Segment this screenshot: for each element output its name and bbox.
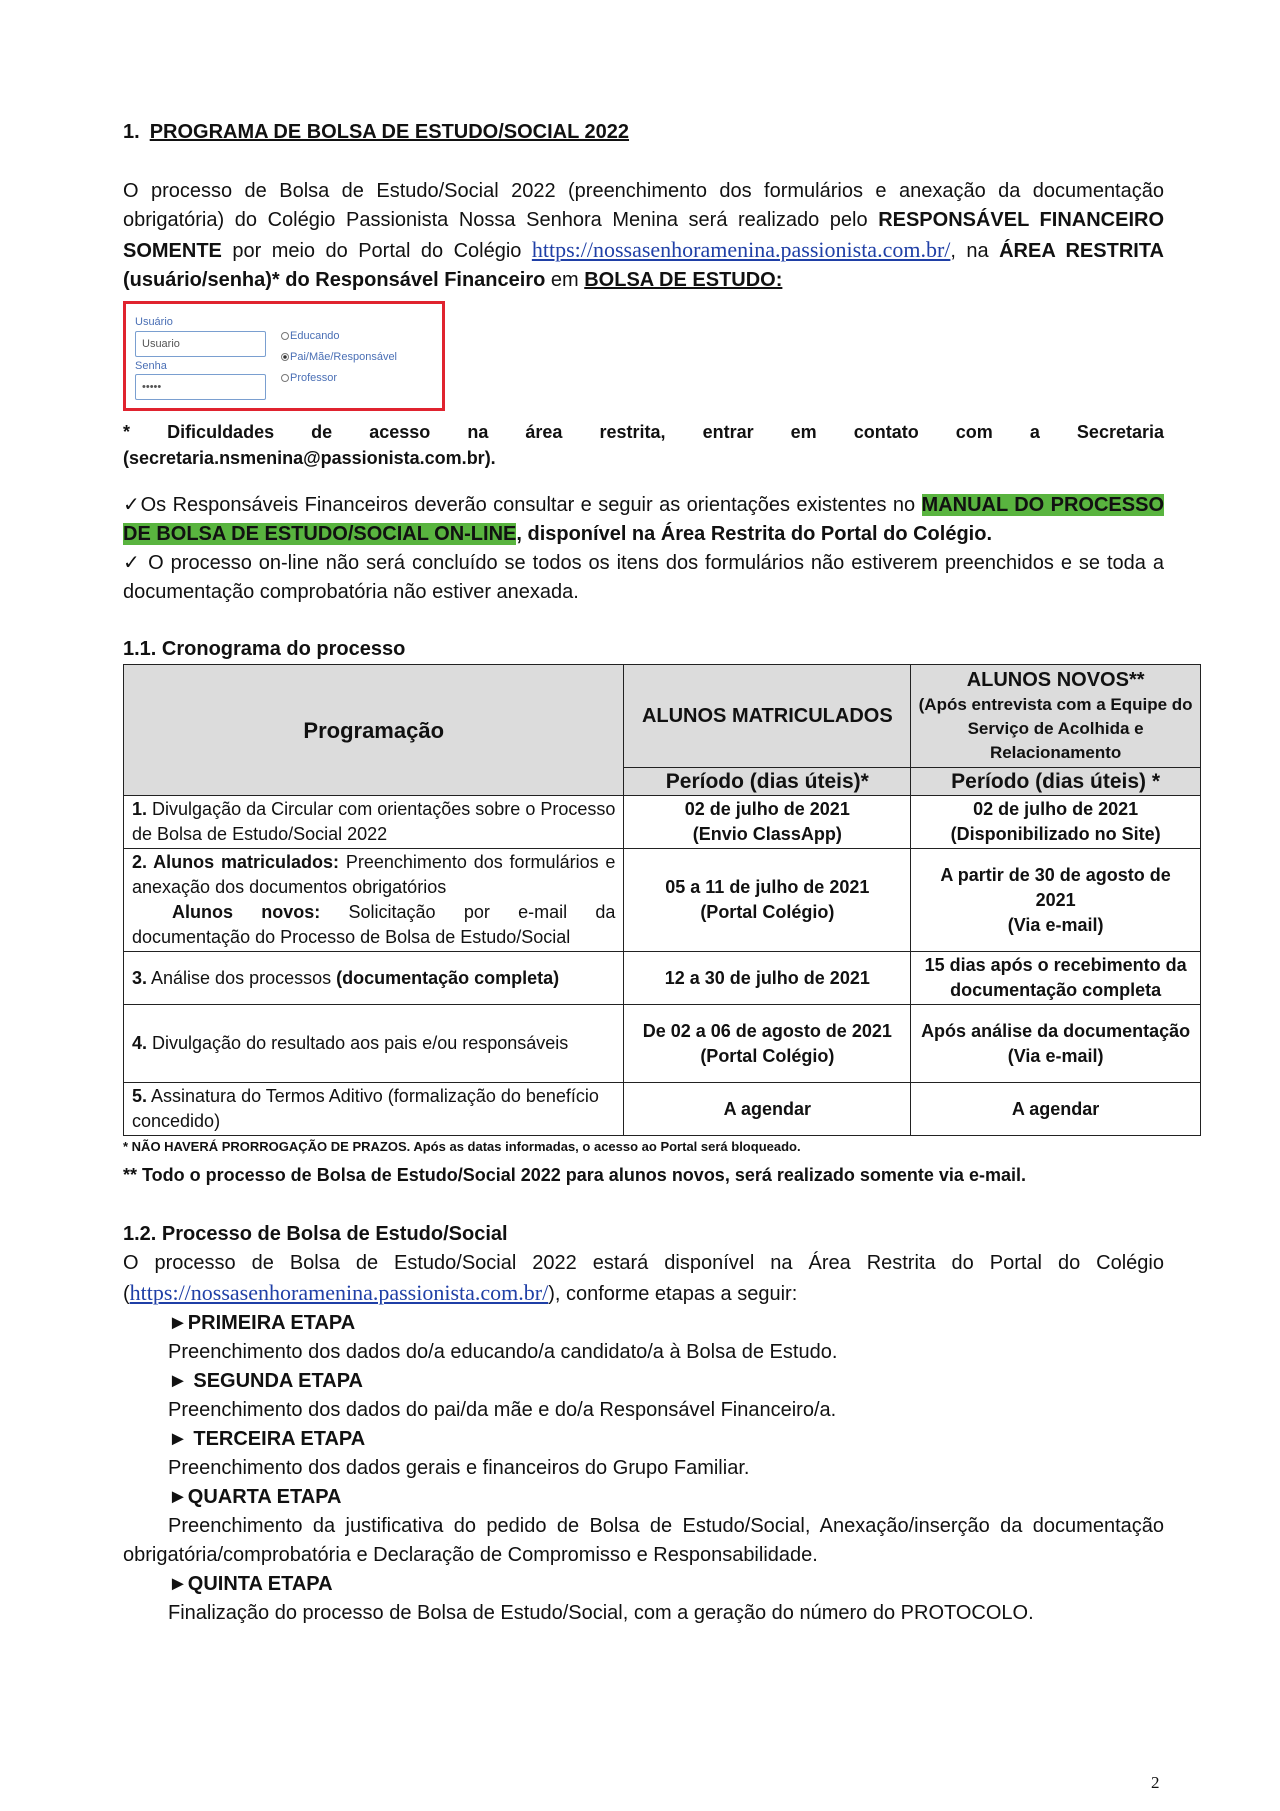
row-desc (124, 1083, 624, 1136)
row-text: Divulgação do resultado aos pais e/ou responsáveis (147, 1033, 569, 1053)
intro-text: O processo de Bolsa de Estudo/Social 2022 (preenchimento dos formulários e anexação da documentação obrigatória) do Colégio Passionista Nossa Senhora Menina será realizado pelo (123, 180, 1164, 231)
row-text: Análise dos processos (147, 967, 337, 988)
senha-input[interactable]: ••••• (135, 374, 266, 400)
stage-title (123, 1425, 1164, 1454)
check-text: Os Responsáveis Financeiros deverão consultar e seguir as orientações existentes no (140, 494, 922, 516)
row-text: Divulgação da Circular com orientações sobre o Processo de Bolsa de Estudo/Social 2022 (132, 799, 616, 844)
cell-date: 02 de julho de 2021 (684, 799, 850, 819)
stage-title (123, 1309, 1164, 1338)
cell-date: A partir de 30 de agosto de 2021 (940, 864, 1171, 910)
row-bold: Alunos novos: (172, 902, 321, 922)
intro-text: , na (950, 240, 1000, 262)
intro-bold-area: ÁREA RESTRITA (usuário/senha)* do Responsável Financeiro (123, 240, 1164, 291)
stage-text: Preenchimento da justificativa do pedido de Bolsa de Estudo/Social, Anexação/inserção da documentação obrigatória/comprobatória e Declaração de Compromisso e Responsabilidade. (123, 1515, 1164, 1566)
row-text: Preenchimento dos formulários e anexação dos documentos obrigatórios (132, 852, 616, 897)
radio-icon (281, 374, 289, 382)
header-alunos-novos (911, 665, 1201, 768)
senha-label: Senha (135, 360, 167, 372)
check-icon: ✓ (123, 494, 141, 516)
intro-bold-bolsa: BOLSA DE ESTUDO: (584, 269, 783, 291)
radio-label: Educando (290, 330, 340, 342)
usuario-input[interactable]: Usuario (135, 331, 266, 357)
radio-selected-icon (281, 353, 289, 361)
stage-text: Finalização do processo de Bolsa de Estudo/Social, com a geração do número do PROTOCOLO. (168, 1602, 1034, 1624)
table-row (124, 1005, 1201, 1083)
intro-paragraph (123, 177, 1164, 295)
arrow-right-icon: ► (168, 1312, 188, 1334)
header-alunos-novos-sub: (Após entrevista com a Equipe do Serviço de Acolhida e Relacionamento (918, 694, 1193, 762)
radio-label: Professor (290, 372, 338, 384)
stage-label: TERCEIRA ETAPA (187, 1428, 366, 1450)
check-text: O processo on-line não será concluído se todos os itens dos formulários não estiverem preenchidos e se toda a documentação comprobatória não estiver anexada. (123, 552, 1164, 603)
row-matriculados (624, 1005, 911, 1083)
login-screenshot (123, 301, 445, 411)
row-matriculados (624, 796, 911, 849)
radio-educando[interactable] (281, 330, 340, 343)
cell-date: Após análise da documentação (921, 1020, 1191, 1041)
document-page (123, 118, 1193, 1628)
row-novos (911, 1005, 1201, 1083)
section-1-1-heading: 1.1. Cronograma do processo (123, 638, 406, 660)
section-text: O processo de Bolsa de Estudo/Social 2022 estará disponível na Área Restrita do Portal do Colégio ( (123, 1252, 1164, 1305)
section-title: PROGRAMA DE BOLSA DE ESTUDO/SOCIAL 2022 (149, 121, 630, 143)
row-novos: A agendar (911, 1083, 1201, 1136)
header-periodo-novos: Período (dias úteis) * (911, 768, 1201, 796)
header-periodo-matriculados: Período (dias úteis)* (624, 768, 911, 796)
access-note-line2: (secretaria.nsmenina@passionista.com.br). (123, 448, 496, 468)
stage-title (123, 1367, 1164, 1396)
row-bold: (documentação completa) (336, 967, 560, 988)
radio-label: Pai/Mãe/Responsável (290, 351, 398, 363)
check-item-online (123, 549, 1164, 607)
arrow-right-icon: ► (168, 1370, 188, 1392)
row-num: 4. (132, 1033, 148, 1053)
stage-text: Preenchimento dos dados do/a educando/a candidato/a à Bolsa de Estudo. (168, 1341, 838, 1363)
note-alunos-novos: ** Todo o processo de Bolsa de Estudo/Social 2022 para alunos novos, será realizado somente via e-mail. (123, 1165, 1026, 1185)
page-number: 2 (1151, 1773, 1160, 1792)
check-item-manual (123, 491, 1164, 549)
radio-professor[interactable] (281, 372, 337, 385)
cell-channel: (Envio ClassApp) (692, 824, 842, 844)
header-alunos-novos-title: ALUNOS NOVOS** (966, 668, 1145, 691)
stage-label: PRIMEIRA ETAPA (187, 1312, 356, 1334)
row-text: Assinatura do Termos Aditivo (formalização do benefício concedido) (132, 1086, 599, 1131)
intro-bold-responsavel: RESPONSÁVEL FINANCEIRO SOMENTE (123, 209, 1165, 262)
usuario-label: Usuário (135, 316, 173, 328)
stage-label: QUARTA ETAPA (187, 1486, 342, 1508)
table-row (124, 952, 1201, 1005)
radio-pai-mae[interactable] (281, 351, 397, 364)
table-row (124, 796, 1201, 849)
stage-label: SEGUNDA ETAPA (187, 1370, 363, 1392)
intro-text: por meio do Portal do Colégio (221, 240, 532, 262)
row-desc (124, 1005, 624, 1083)
table-row (124, 1083, 1201, 1136)
cell-channel: (Via e-mail) (1007, 914, 1104, 935)
row-desc (124, 952, 624, 1005)
arrow-right-icon: ► (168, 1573, 188, 1595)
cell-date: De 02 a 06 de agosto de 2021 (642, 1020, 892, 1041)
cell-channel: (Portal Colégio) (700, 1045, 835, 1066)
section-text: ), conforme etapas a seguir: (548, 1283, 798, 1305)
stage-label: QUINTA ETAPA (187, 1573, 333, 1595)
note-prazos: * NÃO HAVERÁ PRORROGAÇÃO DE PRAZOS. Após as datas informadas, o acesso ao Portal será bloqueado. (123, 1139, 801, 1154)
manual-highlight: MANUAL DO PROCESSO DE BOLSA DE ESTUDO/SOCIAL ON-LINE (123, 494, 1164, 545)
stage-text: Preenchimento dos dados gerais e financeiros do Grupo Familiar. (168, 1457, 750, 1479)
row-text: Solicitação por e-mail da documentação do Processo de Bolsa de Estudo/Social (132, 902, 616, 947)
row-novos (911, 849, 1201, 952)
section-1-2-paragraph (123, 1249, 1164, 1309)
section-1-heading (123, 118, 1164, 146)
check-text-bold: , disponível na Área Restrita do Portal do Colégio. (516, 523, 992, 545)
portal-link[interactable]: https://nossasenhoramenina.passionista.com.br/ (129, 1280, 549, 1305)
section-1-2-heading: 1.2. Processo de Bolsa de Estudo/Social (123, 1223, 508, 1245)
radio-icon (281, 332, 289, 340)
row-matriculados (624, 849, 911, 952)
section-number: 1. (123, 121, 140, 143)
header-programacao: Programação (124, 665, 624, 796)
row-desc (124, 849, 624, 952)
row-desc (124, 796, 624, 849)
row-num: 2. (132, 852, 148, 872)
stage-title (123, 1570, 1164, 1599)
stage-text: Preenchimento dos dados do pai/da mãe e do/a Responsável Financeiro/a. (168, 1399, 837, 1421)
header-alunos-matriculados: ALUNOS MATRICULADOS (624, 665, 911, 768)
row-num: 5. (132, 1086, 148, 1106)
row-bold: Alunos matriculados: (147, 852, 340, 872)
row-novos: 15 dias após o recebimento da documentação completa (911, 952, 1201, 1005)
row-num: 3. (132, 967, 148, 988)
arrow-right-icon: ► (168, 1486, 188, 1508)
cell-channel: (Portal Colégio) (700, 902, 835, 922)
row-num: 1. (132, 799, 148, 819)
cell-date: 05 a 11 de julho de 2021 (665, 877, 870, 897)
row-matriculados: A agendar (624, 1083, 911, 1136)
cell-date: 02 de julho de 2021 (973, 799, 1139, 819)
row-matriculados: 12 a 30 de julho de 2021 (624, 952, 911, 1005)
stage-title (123, 1483, 1164, 1512)
intro-text: em (545, 269, 585, 291)
arrow-right-icon: ► (168, 1428, 188, 1450)
cronograma-table (123, 664, 1201, 1136)
row-novos (911, 796, 1201, 849)
access-note-line1: * Dificuldades de acesso na área restrita, entrar em contato com a Secretaria (123, 422, 1164, 442)
check-icon: ✓ (123, 552, 142, 574)
cell-channel: (Disponibilizado no Site) (950, 824, 1161, 844)
portal-link[interactable]: https://nossasenhoramenina.passionista.com.br/ (531, 237, 951, 262)
table-row (124, 849, 1201, 952)
cell-channel: (Via e-mail) (1007, 1045, 1104, 1066)
